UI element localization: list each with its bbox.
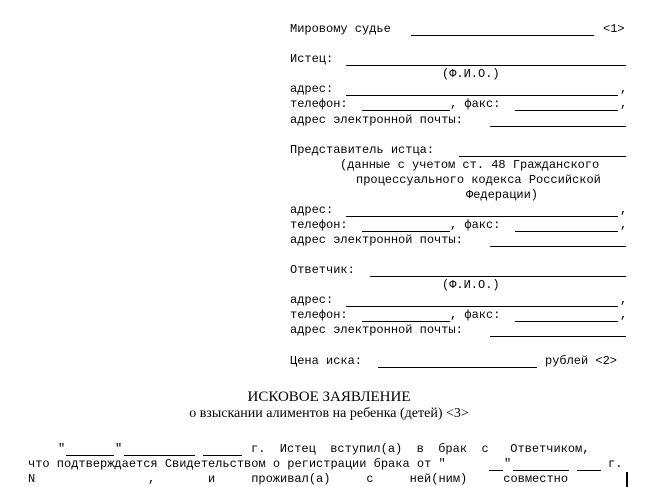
representative-name-field[interactable] bbox=[459, 156, 626, 157]
defendant-fax-comma: , bbox=[620, 308, 628, 322]
defendant-address-comma: , bbox=[620, 293, 628, 307]
text-cursor bbox=[626, 472, 628, 487]
body-line3-text: и проживал(а) с ней(ним) совместно bbox=[208, 472, 569, 486]
representative-address-comma: , bbox=[620, 203, 628, 217]
defendant-email-label: адрес электронной почты: bbox=[290, 323, 463, 337]
document-title: ИСКОВОЕ ЗАЯВЛЕНИЕ bbox=[247, 389, 411, 405]
body-line3-comma: , bbox=[148, 472, 156, 486]
representative-phone-field[interactable] bbox=[362, 231, 450, 232]
defendant-address-label: адрес: bbox=[290, 293, 334, 307]
plaintiff-name-field[interactable] bbox=[346, 65, 626, 66]
claim-price-suffix: рублей <2> bbox=[545, 354, 618, 368]
body-line2-text: что подтверждается Свидетельством о регистрации брака от " bbox=[28, 457, 446, 471]
defendant-fio-caption: (Ф.И.О.) bbox=[442, 278, 500, 292]
defendant-fax-field[interactable] bbox=[515, 321, 618, 322]
representative-note-line1: (данные с учетом ст. 48 Гражданского bbox=[340, 158, 600, 172]
defendant-fax-label: , факс: bbox=[450, 308, 501, 322]
defendant-email-field[interactable] bbox=[490, 336, 626, 337]
marriage-month-field[interactable] bbox=[124, 455, 195, 456]
representative-email-label: адрес электронной почты: bbox=[290, 233, 463, 247]
plaintiff-fio-caption: (Ф.И.О.) bbox=[442, 67, 500, 81]
representative-fax-field[interactable] bbox=[515, 231, 618, 232]
certificate-year-field[interactable] bbox=[577, 470, 601, 471]
plaintiff-label: Истец: bbox=[290, 52, 334, 66]
plaintiff-email-label: адрес электронной почты: bbox=[290, 113, 463, 127]
plaintiff-email-field[interactable] bbox=[490, 126, 626, 127]
representative-label: Представитель истца: bbox=[290, 143, 435, 157]
body-line1-quote-close: " bbox=[115, 442, 123, 456]
defendant-label: Ответчик: bbox=[290, 263, 355, 277]
plaintiff-phone-label: телефон: bbox=[290, 97, 348, 111]
judge-name-field[interactable] bbox=[411, 35, 594, 36]
representative-address-label: адрес: bbox=[290, 203, 334, 217]
judge-label: Мировому судье bbox=[290, 22, 391, 36]
representative-phone-label: телефон: bbox=[290, 218, 348, 232]
representative-note-line2: процессуального кодекса Российской bbox=[356, 173, 601, 187]
plaintiff-fax-comma: , bbox=[620, 97, 628, 111]
representative-address-field[interactable] bbox=[346, 216, 618, 217]
representative-fax-label: , факс: bbox=[450, 218, 501, 232]
plaintiff-address-field[interactable] bbox=[346, 95, 618, 96]
document-subtitle: о взыскании алиментов на ребенка (детей) <3> bbox=[189, 406, 469, 421]
marriage-day-field[interactable] bbox=[66, 455, 114, 456]
plaintiff-fax-field[interactable] bbox=[515, 110, 618, 111]
representative-email-field[interactable] bbox=[490, 246, 626, 247]
body-line3-n: N bbox=[28, 472, 36, 486]
certificate-day-field[interactable] bbox=[489, 470, 503, 471]
body-line2-quote: " bbox=[504, 457, 512, 471]
claim-price-label: Цена иска: bbox=[290, 354, 363, 368]
certificate-month-field[interactable] bbox=[513, 470, 569, 471]
claim-price-field[interactable] bbox=[378, 367, 537, 368]
plaintiff-address-comma: , bbox=[620, 82, 628, 96]
representative-fax-comma: , bbox=[620, 218, 628, 232]
defendant-phone-label: телефон: bbox=[290, 308, 348, 322]
plaintiff-fax-label: , факс: bbox=[450, 97, 501, 111]
defendant-phone-field[interactable] bbox=[362, 321, 450, 322]
body-line1-quote-open: " bbox=[58, 442, 66, 456]
defendant-address-field[interactable] bbox=[346, 306, 618, 307]
plaintiff-address-label: адрес: bbox=[290, 82, 334, 96]
judge-footnote: <1> bbox=[603, 22, 625, 36]
defendant-name-field[interactable] bbox=[370, 276, 626, 277]
representative-note-line3: Федерации) bbox=[466, 188, 539, 202]
body-line1-text: г. Истец вступил(а) в брак с Ответчиком, bbox=[251, 442, 590, 456]
plaintiff-phone-field[interactable] bbox=[362, 110, 450, 111]
body-line2-year: г. bbox=[608, 457, 623, 471]
marriage-year-field[interactable] bbox=[203, 455, 242, 456]
